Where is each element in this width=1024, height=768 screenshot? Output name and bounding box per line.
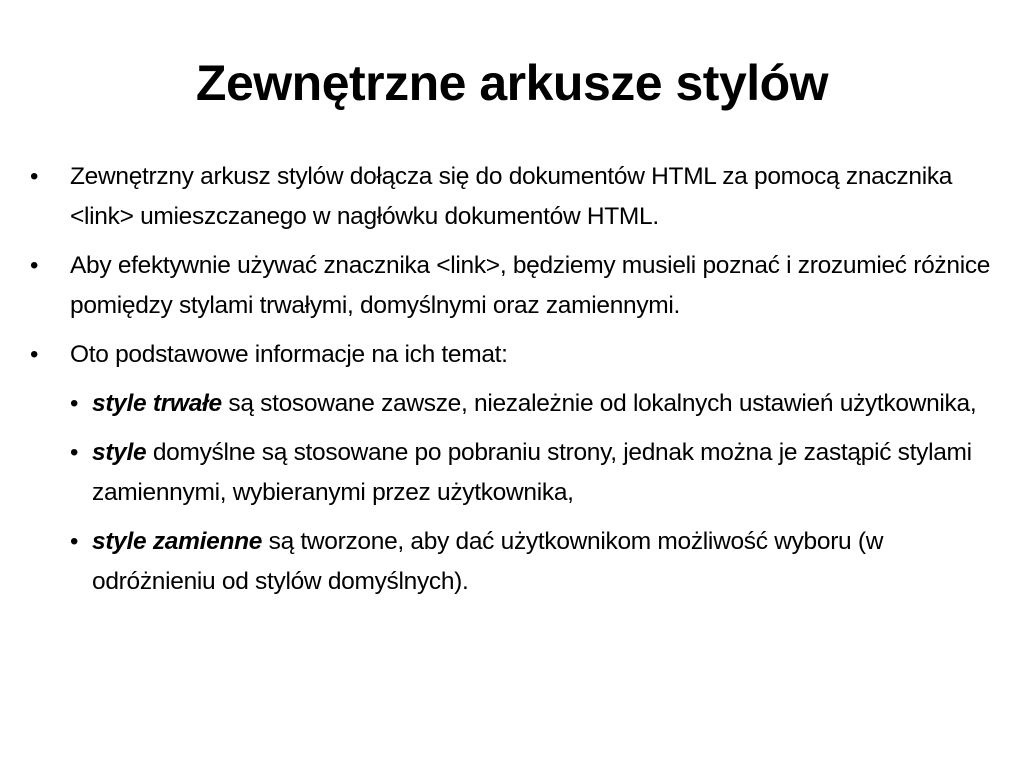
sub-bullet-emphasis: style trwałe [92, 390, 222, 417]
bullet-text: Zewnętrzny arkusz stylów dołącza się do dokumentów HTML za pomocą znacznika <link> umieszczanego w nagłówku dokumentów HTML. [70, 163, 953, 230]
bullet-icon: • [30, 341, 39, 368]
slide-title: Zewnętrzne arkusze stylów [195, 55, 829, 111]
sub-bullet-emphasis: style [92, 439, 147, 466]
sub-bullet-emphasis: style zamienne [92, 528, 263, 555]
bullet-item-1 [28, 157, 1008, 237]
bullet-icon: • [30, 252, 39, 279]
bullet-list [28, 157, 1008, 611]
sub-bullet-icon: • [70, 439, 79, 466]
bullet-text: Oto podstawowe informacje na ich temat: [70, 341, 508, 368]
sub-bullet-text: domyślne są stosowane po pobraniu strony, jednak można je zastąpić stylami zamiennymi, wybieranymi przez użytkownika, [92, 439, 972, 506]
sub-bullet-icon: • [70, 390, 79, 417]
sub-bullet-text: są stosowane zawsze, niezależnie od lokalnych ustawień użytkownika, [221, 390, 977, 417]
sub-bullet-text: są tworzone, aby dać użytkownikom możliwość wyboru (w odróżnieniu od stylów domyślnych). [92, 528, 884, 595]
bullet-item-3 [28, 335, 1008, 375]
sub-bullet-icon: • [70, 528, 79, 555]
bullet-icon: • [30, 163, 39, 190]
sub-bullet-item-3 [28, 522, 1008, 602]
bullet-item-2 [28, 246, 1008, 326]
sub-bullet-item-2 [28, 433, 1008, 513]
sub-bullet-item-1 [28, 384, 1008, 424]
bullet-text: Aby efektywnie używać znacznika <link>, będziemy musieli poznać i zrozumieć różnice pomiędzy stylami trwałymi, domyślnymi oraz zamiennymi. [70, 252, 991, 319]
